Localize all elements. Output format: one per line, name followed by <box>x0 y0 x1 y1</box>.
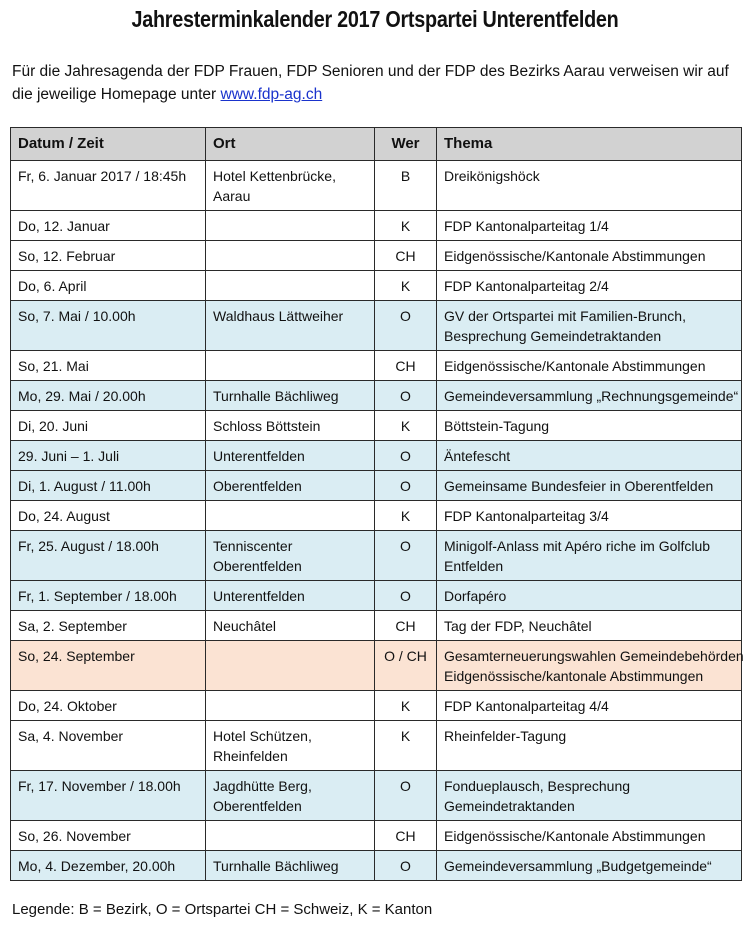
wer-text: B <box>400 168 411 184</box>
table-row <box>11 471 742 501</box>
cell-ort <box>206 851 375 881</box>
thema-line: FDP Kantonalparteitag 2/4 <box>444 278 609 294</box>
wer-text: O <box>400 478 411 494</box>
ort-line: Hotel Schützen, <box>213 728 312 744</box>
cell-wer <box>375 641 437 691</box>
cell-wer <box>375 381 437 411</box>
thema-line: Tag der FDP, Neuchâtel <box>444 618 592 634</box>
cell-ort <box>206 821 375 851</box>
cell-thema <box>437 211 742 241</box>
cell-datum <box>11 641 206 691</box>
cell-wer <box>375 351 437 381</box>
wer-text: CH <box>395 828 416 844</box>
datum-text: Fr, 1. September / 18.00h <box>18 588 177 604</box>
cell-datum <box>11 501 206 531</box>
wer-text: K <box>400 698 411 714</box>
wer-text: O <box>400 588 411 604</box>
cell-datum <box>11 271 206 301</box>
cell-wer <box>375 771 437 821</box>
wer-text: K <box>400 418 411 434</box>
cell-wer <box>375 531 437 581</box>
cell-thema <box>437 501 742 531</box>
thema-line: GV der Ortspartei mit Familien-Brunch, <box>444 308 686 324</box>
datum-text: Do, 24. Oktober <box>18 698 117 714</box>
ort-line: Oberentfelden <box>213 478 302 494</box>
cell-datum <box>11 691 206 721</box>
cell-ort <box>206 531 375 581</box>
cell-wer <box>375 211 437 241</box>
cell-wer <box>375 471 437 501</box>
table-row <box>11 581 742 611</box>
cell-wer <box>375 271 437 301</box>
ort-line: Rheinfelden <box>213 748 288 764</box>
table-row <box>11 611 742 641</box>
cell-wer <box>375 301 437 351</box>
cell-datum <box>11 611 206 641</box>
ort-line: Unterentfelden <box>213 588 305 604</box>
cell-ort <box>206 351 375 381</box>
datum-text: So, 24. September <box>18 648 135 664</box>
cell-wer <box>375 441 437 471</box>
cell-thema <box>437 821 742 851</box>
thema-line: Eidgenössische/Kantonale Abstimmungen <box>444 828 706 844</box>
ort-line: Turnhalle Bächliweg <box>213 858 339 874</box>
intro-paragraph <box>12 60 740 106</box>
cell-thema <box>437 241 742 271</box>
datum-text: Di, 20. Juni <box>18 418 89 434</box>
cell-datum <box>11 721 206 771</box>
ort-line: Oberentfelden <box>213 558 302 574</box>
cell-ort <box>206 471 375 501</box>
cell-ort <box>206 381 375 411</box>
table-row <box>11 771 742 821</box>
cell-ort <box>206 691 375 721</box>
cell-datum <box>11 211 206 241</box>
cell-wer <box>375 721 437 771</box>
ort-line: Aarau <box>213 188 251 204</box>
cell-wer <box>375 851 437 881</box>
datum-text: Mo, 29. Mai / 20.00h <box>18 388 146 404</box>
thema-line: Gemeindeversammlung „Rechnungsgemeinde“ <box>444 388 739 404</box>
wer-text: O <box>400 538 411 554</box>
cell-datum <box>11 771 206 821</box>
thema-line: Gemeindetraktanden <box>444 798 575 814</box>
thema-line: Gemeinsame Bundesfeier in Oberentfelden <box>444 478 714 494</box>
cell-ort <box>206 161 375 211</box>
page-title: Jahresterminkalender 2017 Ortspartei Unterentfelden <box>131 6 619 32</box>
cell-ort <box>206 211 375 241</box>
datum-text: Di, 1. August / 11.00h <box>18 478 151 494</box>
cell-datum <box>11 531 206 581</box>
wer-text: O <box>400 448 411 464</box>
cell-wer <box>375 691 437 721</box>
cell-thema <box>437 441 742 471</box>
wer-text: K <box>400 278 411 294</box>
thema-line: Gesamterneuerungswahlen Gemeindebehörden <box>444 648 744 664</box>
thema-line: Dorfapéro <box>444 588 507 604</box>
cell-wer <box>375 821 437 851</box>
cell-ort <box>206 721 375 771</box>
cell-wer <box>375 241 437 271</box>
legend: Legende: B = Bezirk, O = Ortspartei CH = Schweiz, K = Kanton <box>12 901 433 918</box>
homepage-link[interactable]: www.fdp-ag.ch <box>220 86 323 103</box>
cell-wer <box>375 161 437 211</box>
cell-wer <box>375 411 437 441</box>
thema-line: FDP Kantonalparteitag 3/4 <box>444 508 609 524</box>
header-ort: Ort <box>206 128 375 161</box>
cell-datum <box>11 161 206 211</box>
cell-ort <box>206 271 375 301</box>
wer-text: CH <box>395 248 416 264</box>
cell-ort <box>206 581 375 611</box>
events-body <box>11 161 742 881</box>
table-row <box>11 441 742 471</box>
cell-wer <box>375 581 437 611</box>
ort-line: Jagdhütte Berg, <box>213 778 312 794</box>
cell-thema <box>437 301 742 351</box>
wer-text: K <box>400 508 411 524</box>
table-row <box>11 641 742 691</box>
wer-text: O / CH <box>384 648 427 664</box>
thema-line: Minigolf-Anlass mit Apéro riche im Golfclub <box>444 538 711 554</box>
table-row <box>11 161 742 211</box>
cell-thema <box>437 851 742 881</box>
header-thema: Thema <box>437 128 742 161</box>
thema-line: Rheinfelder-Tagung <box>444 728 567 744</box>
thema-line: Entfelden <box>444 558 504 574</box>
cell-datum <box>11 351 206 381</box>
cell-thema <box>437 271 742 301</box>
cell-ort <box>206 611 375 641</box>
cell-datum <box>11 411 206 441</box>
table-row <box>11 381 742 411</box>
cell-thema <box>437 471 742 501</box>
cell-datum <box>11 441 206 471</box>
cell-thema <box>437 641 742 691</box>
intro-text: Für die Jahresagenda der FDP Frauen, FDP Senioren und der FDP des Bezirks Aarau verweisen wir auf die jeweilige Homepage unter <box>12 63 729 103</box>
cell-datum <box>11 581 206 611</box>
datum-text: Sa, 2. September <box>18 618 127 634</box>
header-datum: Datum / Zeit <box>11 128 206 161</box>
table-header-row <box>11 128 742 161</box>
thema-line: Eidgenössische/Kantonale Abstimmungen <box>444 358 706 374</box>
thema-line: Besprechung Gemeindetraktanden <box>444 328 662 344</box>
table-row <box>11 821 742 851</box>
table-row <box>11 411 742 441</box>
cell-datum <box>11 821 206 851</box>
wer-text: K <box>400 218 411 234</box>
table-row <box>11 531 742 581</box>
cell-datum <box>11 851 206 881</box>
datum-text: Do, 12. Januar <box>18 218 110 234</box>
thema-line: Böttstein-Tagung <box>444 418 550 434</box>
table-row <box>11 721 742 771</box>
thema-line: Eidgenössische/Kantonale Abstimmungen <box>444 248 706 264</box>
datum-text: 29. Juni – 1. Juli <box>18 448 120 464</box>
cell-thema <box>437 351 742 381</box>
cell-ort <box>206 411 375 441</box>
table-row <box>11 271 742 301</box>
wer-text: O <box>400 388 411 404</box>
ort-line: Tenniscenter <box>213 538 293 554</box>
thema-line: Fondueplausch, Besprechung <box>444 778 631 794</box>
cell-ort <box>206 241 375 271</box>
wer-text: O <box>400 858 411 874</box>
cell-ort <box>206 441 375 471</box>
cell-ort <box>206 771 375 821</box>
cell-thema <box>437 771 742 821</box>
ort-line: Schloss Böttstein <box>213 418 321 434</box>
wer-text: CH <box>395 358 416 374</box>
table-row <box>11 241 742 271</box>
thema-line: Gemeindeversammlung „Budgetgemeinde“ <box>444 858 712 874</box>
table-row <box>11 691 742 721</box>
cell-datum <box>11 241 206 271</box>
datum-text: Sa, 4. November <box>18 728 124 744</box>
cell-thema <box>437 691 742 721</box>
cell-thema <box>437 411 742 441</box>
cell-ort <box>206 501 375 531</box>
header-wer: Wer <box>375 128 437 161</box>
datum-text: Do, 24. August <box>18 508 110 524</box>
cell-datum <box>11 301 206 351</box>
ort-line: Neuchâtel <box>213 618 277 634</box>
cell-datum <box>11 471 206 501</box>
ort-line: Oberentfelden <box>213 798 302 814</box>
datum-text: So, 12. Februar <box>18 248 116 264</box>
cell-thema <box>437 161 742 211</box>
table-row <box>11 851 742 881</box>
wer-text: O <box>400 778 411 794</box>
datum-text: Fr, 17. November / 18.00h <box>18 778 181 794</box>
table-row <box>11 301 742 351</box>
wer-text: O <box>400 308 411 324</box>
cell-thema <box>437 581 742 611</box>
ort-line: Turnhalle Bächliweg <box>213 388 339 404</box>
cell-ort <box>206 301 375 351</box>
cell-thema <box>437 611 742 641</box>
datum-text: So, 7. Mai / 10.00h <box>18 308 136 324</box>
ort-line: Unterentfelden <box>213 448 305 464</box>
datum-text: Mo, 4. Dezember, 20.00h <box>18 858 176 874</box>
datum-text: Fr, 6. Januar 2017 / 18:45h <box>18 168 187 184</box>
datum-text: So, 26. November <box>18 828 131 844</box>
cell-thema <box>437 381 742 411</box>
table-row <box>11 351 742 381</box>
datum-text: So, 21. Mai <box>18 358 89 374</box>
cell-thema <box>437 721 742 771</box>
cell-datum <box>11 381 206 411</box>
table-row <box>11 501 742 531</box>
events-table <box>10 127 742 881</box>
thema-line: Dreikönigshöck <box>444 168 540 184</box>
thema-line: Äntefescht <box>444 448 511 464</box>
ort-line: Hotel Kettenbrücke, <box>213 168 336 184</box>
thema-line: FDP Kantonalparteitag 1/4 <box>444 218 609 234</box>
wer-text: K <box>400 728 411 744</box>
cell-wer <box>375 611 437 641</box>
cell-wer <box>375 501 437 531</box>
cell-ort <box>206 641 375 691</box>
table-row <box>11 211 742 241</box>
wer-text: CH <box>395 618 416 634</box>
ort-line: Waldhaus Lättweiher <box>213 308 344 324</box>
cell-thema <box>437 531 742 581</box>
datum-text: Fr, 25. August / 18.00h <box>18 538 159 554</box>
datum-text: Do, 6. April <box>18 278 87 294</box>
thema-line: Eidgenössische/kantonale Abstimmungen <box>444 668 704 684</box>
thema-line: FDP Kantonalparteitag 4/4 <box>444 698 609 714</box>
